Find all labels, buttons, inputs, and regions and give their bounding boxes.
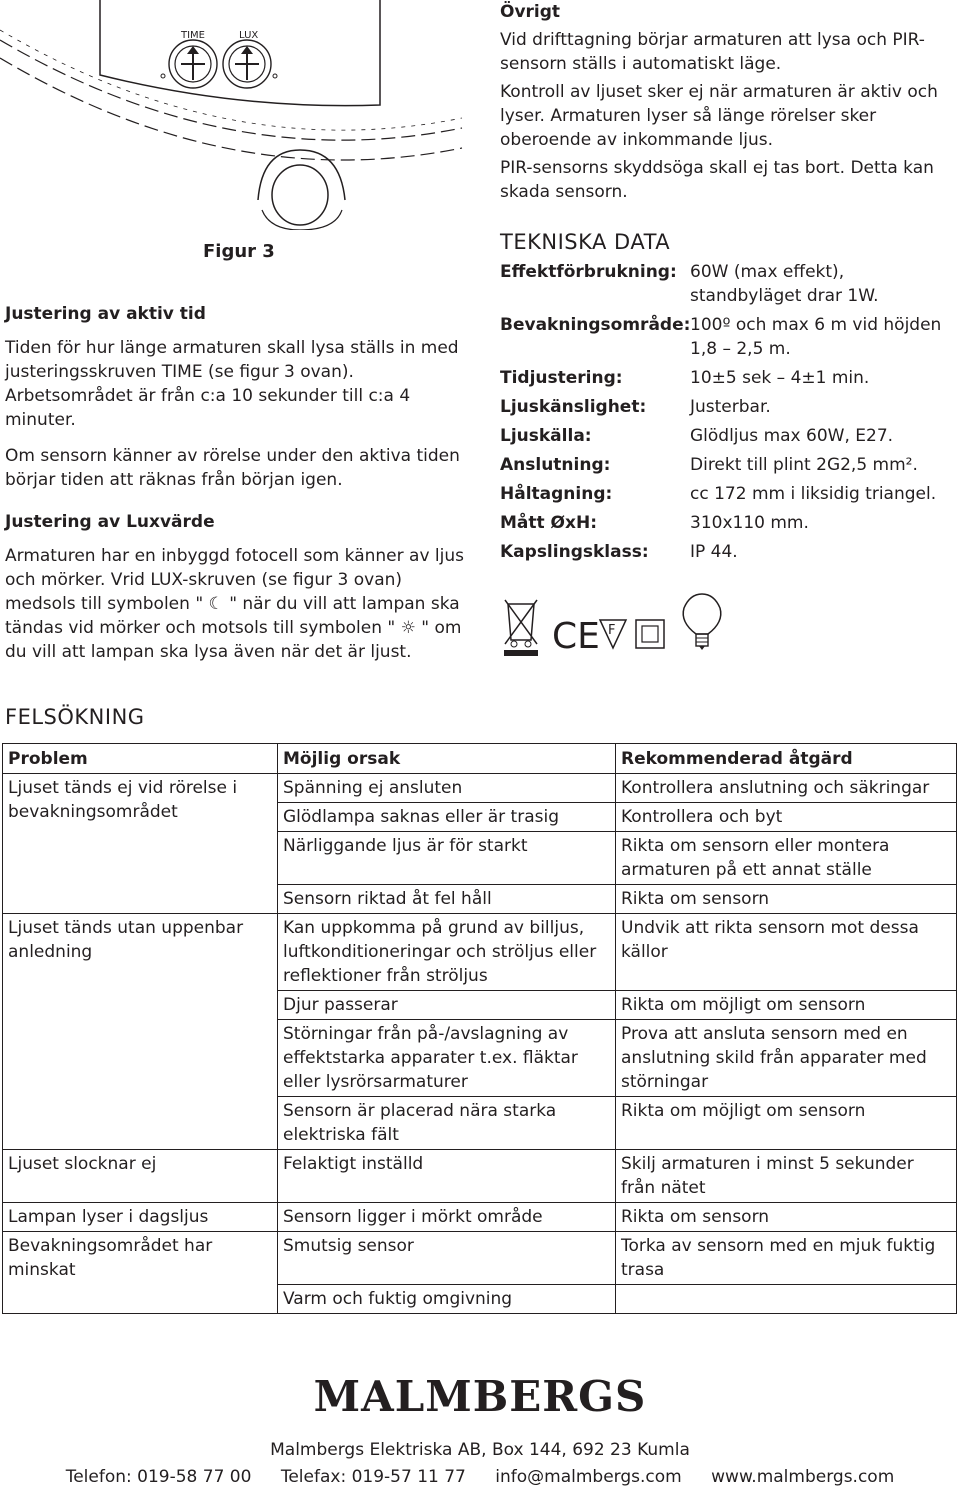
tech-key: Tidjustering:	[500, 368, 623, 388]
lamp-figure	[0, 0, 470, 230]
paragraph-startup: Vid drifttagning börjar armaturen att lysa och PIR-sensorn ställs i automatiskt läge.	[500, 30, 925, 74]
brand-logo: MALMBERGS	[313, 1372, 647, 1421]
cell-cause: Kan uppkomma på grund av billjus, luftkonditioneringar och ströljus eller reflektioner från ströljus	[278, 914, 616, 991]
table-row	[3, 1232, 957, 1285]
cell-action: Rikta om möjligt om sensorn	[616, 991, 957, 1020]
cell-cause: Närliggande ljus är för starkt	[278, 832, 616, 885]
cell-action: Undvik att rikta sensorn mot dessa källor	[616, 914, 957, 991]
cell-action: Rikta om sensorn eller montera armaturen på ett annat ställe	[616, 832, 957, 885]
tech-value: IP 44.	[690, 542, 738, 562]
lux-label: LUX	[239, 30, 259, 41]
tech-table	[500, 260, 955, 569]
tech-key: Håltagning:	[500, 484, 613, 504]
f-triangle-icon	[600, 620, 626, 648]
lamp-illustration	[0, 0, 470, 230]
tech-key: Kapslingsklass:	[500, 542, 649, 562]
tech-row	[500, 540, 955, 564]
right-column	[500, 0, 950, 216]
troubleshooting-table	[2, 743, 957, 1314]
cell-action: Prova att ansluta sensorn med en anslutning skild från apparater med störningar	[616, 1020, 957, 1097]
paragraph-protective-eye: PIR-sensorns skyddsöga skall ej tas bort. Detta kan skada sensorn.	[500, 158, 934, 202]
figure-caption: Figur 3	[203, 241, 275, 262]
cell-cause: Glödlampa saknas eller är trasig	[278, 803, 616, 832]
tech-value: Direkt till plint 2G2,5 mm².	[690, 455, 918, 475]
paragraph-active-time: Tiden för hur länge armaturen skall lysa ställs in med justeringsskruven TIME (se figur 3 ovan). Arbetsområdet är från c:a 10 sekunder till c:a 4 minuter.	[5, 338, 459, 430]
tech-key: Ljuskänslighet:	[500, 397, 647, 417]
tech-row	[500, 482, 955, 506]
heading-active-time: Justering av aktiv tid	[5, 304, 206, 324]
cell-action: Rikta om sensorn	[616, 885, 957, 914]
cell-problem: Bevakningsområdet har minskat	[3, 1232, 278, 1314]
heading-ovrigt: Övrigt	[500, 2, 561, 22]
cell-action: Rikta om sensorn	[616, 1203, 957, 1232]
cell-cause: Sensorn riktad åt fel håll	[278, 885, 616, 914]
cell-problem: Ljuset tänds utan uppenbar anledning	[3, 914, 278, 1150]
time-label: TIME	[181, 30, 206, 41]
cell-cause: Smutsig sensor	[278, 1232, 616, 1285]
cell-action: Kontrollera anslutning och säkringar	[616, 774, 957, 803]
contact-line	[0, 1467, 960, 1487]
tech-row	[500, 453, 955, 477]
cell-cause: Störningar från på-/avslagning av effektstarka apparater t.ex. fläktar eller lysrörsarmaturer	[278, 1020, 616, 1097]
troubleshooting-title: FELSÖKNING	[5, 705, 145, 729]
tech-key: Mått ØxH:	[500, 513, 598, 533]
tech-row	[500, 260, 955, 308]
table-row	[3, 1150, 957, 1203]
cell-action: Rikta om möjligt om sensorn	[616, 1097, 957, 1150]
cell-problem: Lampan lyser i dagsljus	[3, 1203, 278, 1232]
cell-cause: Djur passerar	[278, 991, 616, 1020]
tech-value: Glödljus max 60W, E27.	[690, 426, 894, 446]
lux-knob	[223, 40, 271, 88]
paragraph-light-control: Kontroll av ljuset sker ej när armaturen är aktiv och lyser. Armaturen lyser så länge rörelser sker oberoende av inkommande ljus.	[500, 82, 938, 150]
header-action: Rekommenderad åtgärd	[616, 744, 957, 774]
phone: Telefon: 019-58 77 00	[65, 1467, 252, 1487]
email-link[interactable]: info@malmbergs.com	[495, 1467, 682, 1487]
cell-problem: Ljuset slocknar ej	[3, 1150, 278, 1203]
tech-title: TEKNISKA DATA	[500, 230, 671, 254]
tech-key: Anslutning:	[500, 455, 611, 475]
tech-value: 10±5 sek – 4±1 min.	[690, 368, 870, 388]
table-row	[3, 914, 957, 991]
time-knob	[169, 40, 217, 88]
table-row	[3, 1203, 957, 1232]
company-address: Malmbergs Elektriska AB, Box 144, 692 23 Kumla	[270, 1440, 690, 1460]
tech-key: Effektförbrukning:	[500, 262, 677, 282]
table-header-row	[3, 744, 957, 774]
tech-key: Ljuskälla:	[500, 426, 592, 446]
weee-bin-icon	[504, 600, 538, 656]
cell-cause: Felaktigt inställd	[278, 1150, 616, 1203]
cell-action: Skilj armaturen i minst 5 sekunder från nätet	[616, 1150, 957, 1203]
cell-cause: Varm och fuktig omgivning	[278, 1285, 616, 1314]
cell-action: Kontrollera och byt	[616, 803, 957, 832]
tech-row	[500, 313, 955, 361]
cell-action	[616, 1285, 957, 1314]
cell-cause: Sensorn är placerad nära starka elektriska fält	[278, 1097, 616, 1150]
tech-value: 100º och max 6 m vid höjden 1,8 – 2,5 m.	[690, 315, 942, 359]
tech-row	[500, 366, 955, 390]
tech-value: Justerbar.	[690, 397, 771, 417]
tech-value: cc 172 mm i liksidig triangel.	[690, 484, 937, 504]
cell-problem: Ljuset tänds ej vid rörelse i bevakningsområdet	[3, 774, 278, 914]
paragraph-motion-reset: Om sensorn känner av rörelse under den aktiva tiden börjar tiden att räknas från början igen.	[5, 446, 460, 490]
tech-row	[500, 395, 955, 419]
cell-action: Torka av sensorn med en mjuk fuktig trasa	[616, 1232, 957, 1285]
heading-lux: Justering av Luxvärde	[5, 512, 215, 532]
paragraph-lux: Armaturen har en inbyggd fotocell som känner av ljus och mörker. Vrid LUX-skruven (se figur 3 ovan) medsols till symbolen " ☾ " när du vill att lampan ska tändas vid mörker och motsols till symbolen " ☼ " om du vill att lampan ska lysa även när det är ljust.	[5, 546, 464, 662]
double-insulation-icon	[636, 620, 664, 648]
tech-row	[500, 511, 955, 535]
cell-cause: Sensorn ligger i mörkt område	[278, 1203, 616, 1232]
website-link[interactable]: www.malmbergs.com	[711, 1467, 895, 1487]
fax: Telefax: 019-57 11 77	[280, 1467, 466, 1487]
svg-text:F: F	[608, 623, 616, 638]
tech-value: 60W (max effekt), standbyläget drar 1W.	[690, 262, 879, 306]
header-problem: Problem	[3, 744, 278, 774]
table-row	[3, 774, 957, 803]
tech-row	[500, 424, 955, 448]
header-cause: Möjlig orsak	[278, 744, 616, 774]
cell-cause: Spänning ej ansluten	[278, 774, 616, 803]
tech-value: 310x110 mm.	[690, 513, 809, 533]
tech-key: Bevakningsområde:	[500, 315, 691, 335]
ce-mark: CE	[552, 616, 600, 657]
certification-symbols	[500, 590, 730, 660]
left-column	[5, 302, 465, 676]
light-bulb-icon	[683, 594, 721, 650]
